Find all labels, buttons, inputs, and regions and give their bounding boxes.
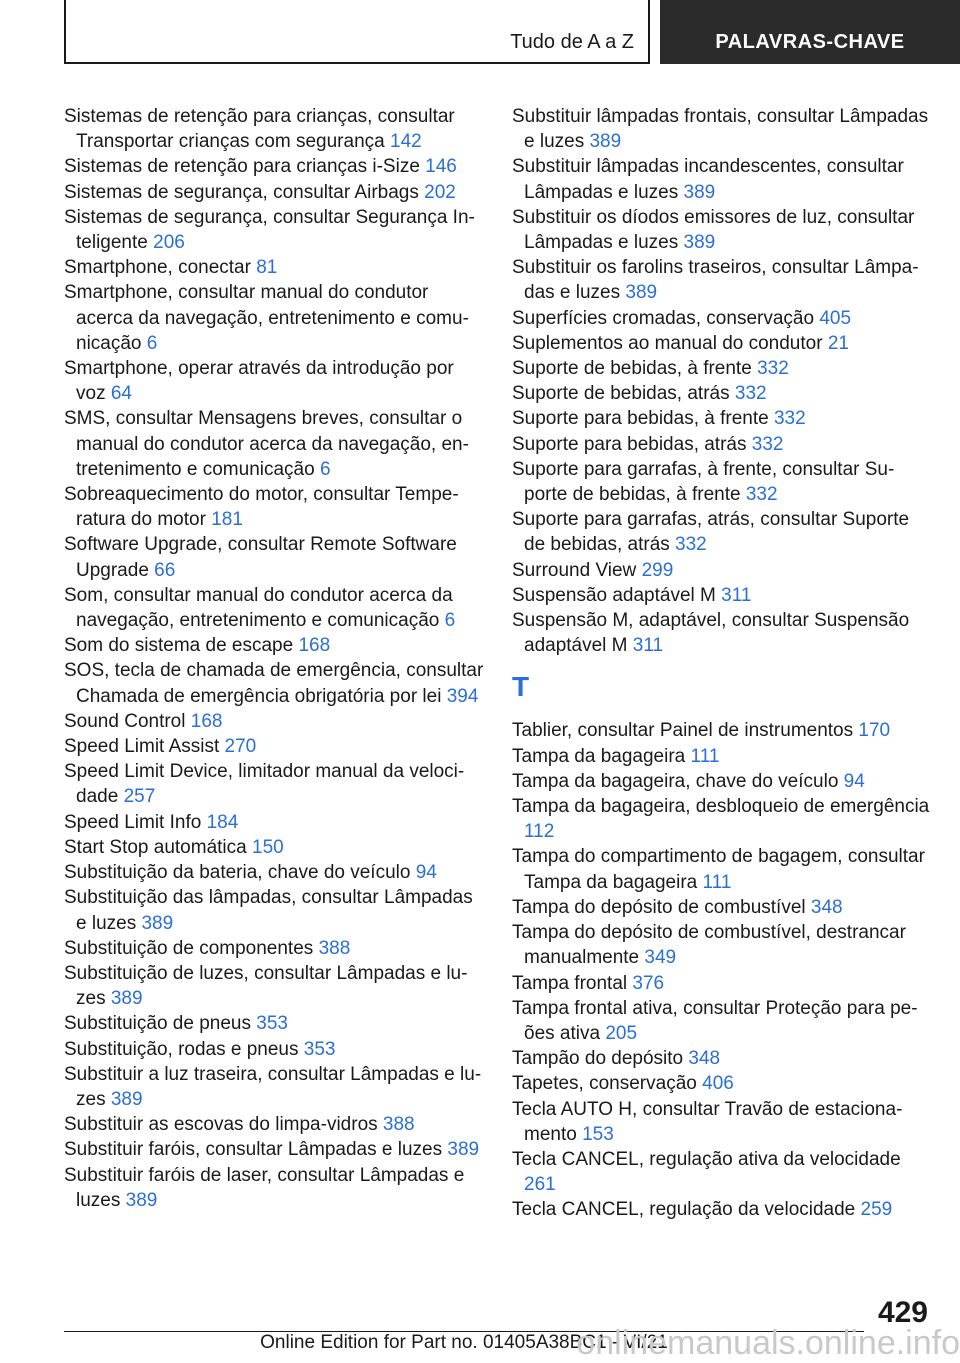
- entry-text: Suspensão M, adaptável, consultar Suspensão adaptável M: [512, 610, 910, 657]
- entry-text: Suporte para bebidas, à frente: [512, 408, 769, 430]
- entry-text: Tampa da bagageira, desbloqueio de emergência: [512, 796, 930, 818]
- index-entry: [512, 558, 930, 583]
- entry-text: Suporte para bebidas, atrás: [512, 433, 747, 455]
- entry-text: Substituir os farolins traseiros, consultar Lâmpadas e luzes: [512, 257, 919, 304]
- entry-text: Speed Limit Info: [64, 811, 202, 833]
- entry-text: Suplementos ao manual do condutor: [512, 332, 823, 354]
- entry-text: Tecla AUTO H, consultar Travão de estacionamento: [512, 1098, 903, 1145]
- page-link[interactable]: 389: [110, 988, 143, 1010]
- index-entry: [512, 432, 930, 457]
- page-link[interactable]: 6: [319, 458, 331, 480]
- entry-text: Suporte de bebidas, à frente: [512, 358, 752, 380]
- index-entry: [512, 306, 930, 331]
- entry-text: Sistemas de segurança, consultar Segurança Inteligente: [64, 206, 475, 254]
- index-entry: [512, 104, 930, 154]
- index-entry: [64, 759, 484, 809]
- entry-text: Suporte de bebidas, atrás: [512, 383, 730, 405]
- entry-text: Sound Control: [64, 710, 186, 732]
- page-link[interactable]: 168: [190, 710, 223, 732]
- page-link[interactable]: 6: [444, 610, 456, 632]
- index-entry: [64, 532, 484, 582]
- entry-text: Som do sistema de escape: [64, 635, 294, 657]
- page-link[interactable]: 332: [751, 433, 784, 455]
- index-entry: [64, 810, 484, 835]
- index-entry: [64, 1037, 484, 1062]
- page-link[interactable]: 389: [125, 1189, 158, 1211]
- page-link[interactable]: 257: [123, 786, 156, 808]
- entry-text: Software Upgrade, consultar Remote Software Upgrade: [64, 534, 457, 581]
- entry-text: Tampa da bagageira, chave do veículo: [512, 770, 839, 792]
- index-entry: [64, 734, 484, 759]
- index-entry: [512, 583, 930, 608]
- index-entry: [64, 255, 484, 280]
- section-letter: T: [512, 671, 530, 703]
- entry-text: Sistemas de retenção para crianças i-Size: [64, 156, 420, 178]
- page-link[interactable]: 406: [702, 1073, 734, 1095]
- page-link[interactable]: 332: [773, 408, 806, 430]
- index-entry: [512, 895, 930, 920]
- page-link[interactable]: 6: [146, 332, 158, 354]
- index-entry: [512, 205, 930, 255]
- entry-text: Tapetes, conservação: [512, 1073, 697, 1095]
- page-link[interactable]: 81: [256, 257, 278, 279]
- page-link[interactable]: 64: [110, 383, 132, 405]
- entry-text: Som, consultar manual do condutor acerca da navegação, entretenimento e comunicação: [64, 584, 453, 632]
- page-link[interactable]: 389: [141, 912, 174, 934]
- page-link[interactable]: 389: [683, 181, 716, 203]
- entry-text: Speed Limit Device, limitador manual da velocidade: [64, 761, 465, 808]
- page-link[interactable]: 389: [683, 232, 716, 254]
- index-entry: [512, 744, 930, 769]
- index-entry: [512, 769, 930, 794]
- page-link[interactable]: 181: [211, 509, 243, 531]
- page-link[interactable]: 389: [110, 1088, 143, 1110]
- index-entry: [64, 835, 484, 860]
- index-entry: [64, 961, 484, 1011]
- index-column-right: [512, 104, 930, 1223]
- index-entry: [512, 406, 930, 431]
- page-link[interactable]: 168: [298, 635, 331, 657]
- index-group-t: [512, 718, 930, 1222]
- index-entry: [512, 844, 930, 894]
- index-entry: [512, 920, 930, 970]
- page-link[interactable]: 376: [632, 972, 665, 994]
- page-link[interactable]: 332: [745, 484, 778, 506]
- entry-text: Tampa do depósito de combustível: [512, 896, 806, 918]
- entry-text: Substituição das lâmpadas, consultar Lâmpadas e luzes: [64, 887, 473, 934]
- entry-text: Tablier, consultar Painel de instrumentos: [512, 720, 854, 742]
- entry-text: Sistemas de retenção para crianças, consultar Transportar crianças com segurança: [64, 106, 455, 153]
- index-entry: [64, 860, 484, 885]
- page-link[interactable]: 348: [688, 1048, 721, 1070]
- entry-text: Substituição de luzes, consultar Lâmpadas e luzes: [64, 962, 468, 1010]
- index-entry: [64, 205, 484, 255]
- page-link[interactable]: 184: [206, 811, 239, 833]
- page-link[interactable]: 150: [252, 836, 284, 858]
- page-link[interactable]: 389: [625, 282, 658, 304]
- index-entry: [64, 280, 484, 356]
- section-title: Tudo de A a Z: [510, 31, 634, 53]
- page-link[interactable]: 311: [721, 584, 752, 606]
- watermark: onlinemanuals.online.info: [576, 1324, 960, 1362]
- header-frame: [64, 0, 650, 64]
- page-link[interactable]: 112: [524, 821, 555, 843]
- entry-text: Superfícies cromadas, conservação: [512, 307, 815, 329]
- entry-text: Surround View: [512, 559, 637, 581]
- entry-text: Smartphone, consultar manual do condutor acerca da navegação, entretenimento e comunicação: [64, 282, 469, 354]
- index-entry: [64, 633, 484, 658]
- page-link[interactable]: 311: [632, 635, 664, 657]
- page-link[interactable]: 205: [605, 1022, 638, 1044]
- index-entry: [512, 507, 930, 557]
- index-entry: [64, 709, 484, 734]
- entry-text: Suspensão adaptável M: [512, 584, 716, 606]
- page-link[interactable]: 270: [224, 736, 257, 758]
- page-link[interactable]: 389: [589, 131, 622, 153]
- page-link[interactable]: 153: [582, 1123, 614, 1145]
- entry-text: Substituir as escovas do limpa-vidros: [64, 1114, 378, 1136]
- entry-text: Smartphone, operar através da introdução por voz: [64, 358, 454, 405]
- page-link[interactable]: 170: [858, 720, 891, 742]
- entry-text: SMS, consultar Mensagens breves, consultar o manual do condutor acerca da navegação, entretenimento e comunicação: [64, 408, 469, 480]
- index-entry: [64, 1112, 484, 1137]
- index-entry: [512, 718, 930, 743]
- index-entry: [512, 457, 930, 507]
- index-entry: [512, 996, 930, 1046]
- index-entry: [64, 482, 484, 532]
- index-entry: [512, 1147, 930, 1197]
- entry-text: Tampa frontal ativa, consultar Proteção para peões ativa: [512, 997, 918, 1044]
- entry-text: Suporte para garrafas, à frente, consultar Suporte de bebidas, à frente: [512, 458, 895, 506]
- index-entry: [64, 658, 484, 708]
- page-link[interactable]: 111: [702, 871, 732, 893]
- page-link[interactable]: 206: [153, 232, 185, 254]
- index-entry: [64, 154, 484, 179]
- entry-text: Substituir lâmpadas incandescentes, consultar Lâmpadas e luzes: [512, 156, 904, 203]
- index-entry: [64, 583, 484, 633]
- entry-text: Substituir faróis de laser, consultar Lâmpadas e luzes: [64, 1164, 465, 1211]
- index-entry: [512, 255, 930, 305]
- entry-text: Substituição da bateria, chave do veículo: [64, 862, 411, 884]
- entry-text: Sobreaquecimento do motor, consultar Temperatura do motor: [64, 484, 459, 531]
- index-entry: [512, 608, 930, 658]
- index-entry: [512, 971, 930, 996]
- entry-text: SOS, tecla de chamada de emergência, consultar Chamada de emergência obrigatória por lei: [64, 660, 484, 707]
- chapter-tab[interactable]: PALAVRAS-CHAVE: [660, 0, 960, 64]
- page-link[interactable]: 332: [757, 358, 789, 380]
- index-entry: [64, 936, 484, 961]
- index-entry: [64, 1163, 484, 1213]
- page-link[interactable]: 353: [256, 1013, 288, 1035]
- page-link[interactable]: 94: [843, 770, 865, 792]
- index-entry: [512, 331, 930, 356]
- entry-text: Speed Limit Assist: [64, 736, 220, 758]
- page-link[interactable]: 202: [424, 181, 456, 203]
- index-entry: [64, 885, 484, 935]
- index-entry: [64, 406, 484, 482]
- entry-text: Start Stop automática: [64, 836, 247, 858]
- page-link[interactable]: 332: [675, 534, 707, 556]
- index-entry: [512, 381, 930, 406]
- index-entry: [64, 356, 484, 406]
- entry-text: Tecla CANCEL, regulação ativa da velocidade: [512, 1148, 901, 1170]
- entry-text: Sistemas de segurança, consultar Airbags: [64, 181, 419, 203]
- page-link[interactable]: 142: [390, 131, 422, 153]
- page-link[interactable]: 146: [425, 156, 457, 178]
- entry-text: Smartphone, conectar: [64, 257, 251, 279]
- page-link[interactable]: 21: [827, 332, 849, 354]
- page-link[interactable]: 348: [810, 896, 843, 918]
- page-link[interactable]: 111: [690, 745, 720, 767]
- page-link[interactable]: 349: [644, 947, 677, 969]
- page-link[interactable]: 299: [641, 559, 674, 581]
- index-entry: [512, 794, 930, 844]
- entry-text: Suporte para garrafas, atrás, consultar Suporte de bebidas, atrás: [512, 509, 910, 556]
- index-column-left: [64, 104, 484, 1213]
- entry-text: Substituir faróis, consultar Lâmpadas e luzes: [64, 1139, 443, 1161]
- page-link[interactable]: 259: [860, 1199, 893, 1221]
- index-entry: [512, 154, 930, 204]
- index-entry: [512, 1097, 930, 1147]
- page-link[interactable]: 388: [382, 1114, 415, 1136]
- entry-text: Tampa do compartimento de bagagem, consultar Tampa da bagageira: [512, 846, 925, 893]
- index-entry: [512, 356, 930, 381]
- entry-text: Substituição, rodas e pneus: [64, 1038, 299, 1060]
- page-number: 429: [877, 1296, 928, 1329]
- index-entry: [512, 1046, 930, 1071]
- index-entry: [64, 180, 484, 205]
- page-link[interactable]: 66: [154, 559, 176, 581]
- entry-text: Substituição de pneus: [64, 1013, 251, 1035]
- entry-text: Tampa frontal: [512, 972, 628, 994]
- index-entry: [512, 1197, 930, 1222]
- page-link[interactable]: 261: [524, 1174, 556, 1196]
- entry-text: Substituir a luz traseira, consultar Lâmpadas e luzes: [64, 1063, 482, 1110]
- entry-text: Substituir lâmpadas frontais, consultar Lâmpadas e luzes: [512, 106, 929, 153]
- entry-text: Tampa do depósito de combustível, destrancar manualmente: [512, 922, 906, 969]
- page-link[interactable]: 353: [303, 1038, 336, 1060]
- entry-text: Tampão do depósito: [512, 1048, 684, 1070]
- page-link[interactable]: 388: [318, 937, 351, 959]
- index-group-s: [512, 104, 930, 658]
- page-link[interactable]: 405: [819, 307, 852, 329]
- index-entry: [64, 1011, 484, 1036]
- entry-text: Tampa da bagageira: [512, 745, 686, 767]
- index-entry: [64, 1137, 484, 1162]
- edition-text: Online Edition for Part no. 01405A38BC1 - VI/21: [260, 1332, 668, 1353]
- page-link[interactable]: 332: [734, 383, 767, 405]
- entry-text: Substituição de componentes: [64, 937, 314, 959]
- entry-text: Tecla CANCEL, regulação da velocidade: [512, 1199, 856, 1221]
- page-link[interactable]: 389: [447, 1139, 480, 1161]
- index-entry: [64, 104, 484, 154]
- index-entry: [64, 1062, 484, 1112]
- entry-text: Substituir os díodos emissores de luz, consultar Lâmpadas e luzes: [512, 206, 915, 254]
- index-entry: [512, 1071, 930, 1096]
- page-link[interactable]: 394: [446, 685, 479, 707]
- page-link[interactable]: 94: [415, 862, 437, 884]
